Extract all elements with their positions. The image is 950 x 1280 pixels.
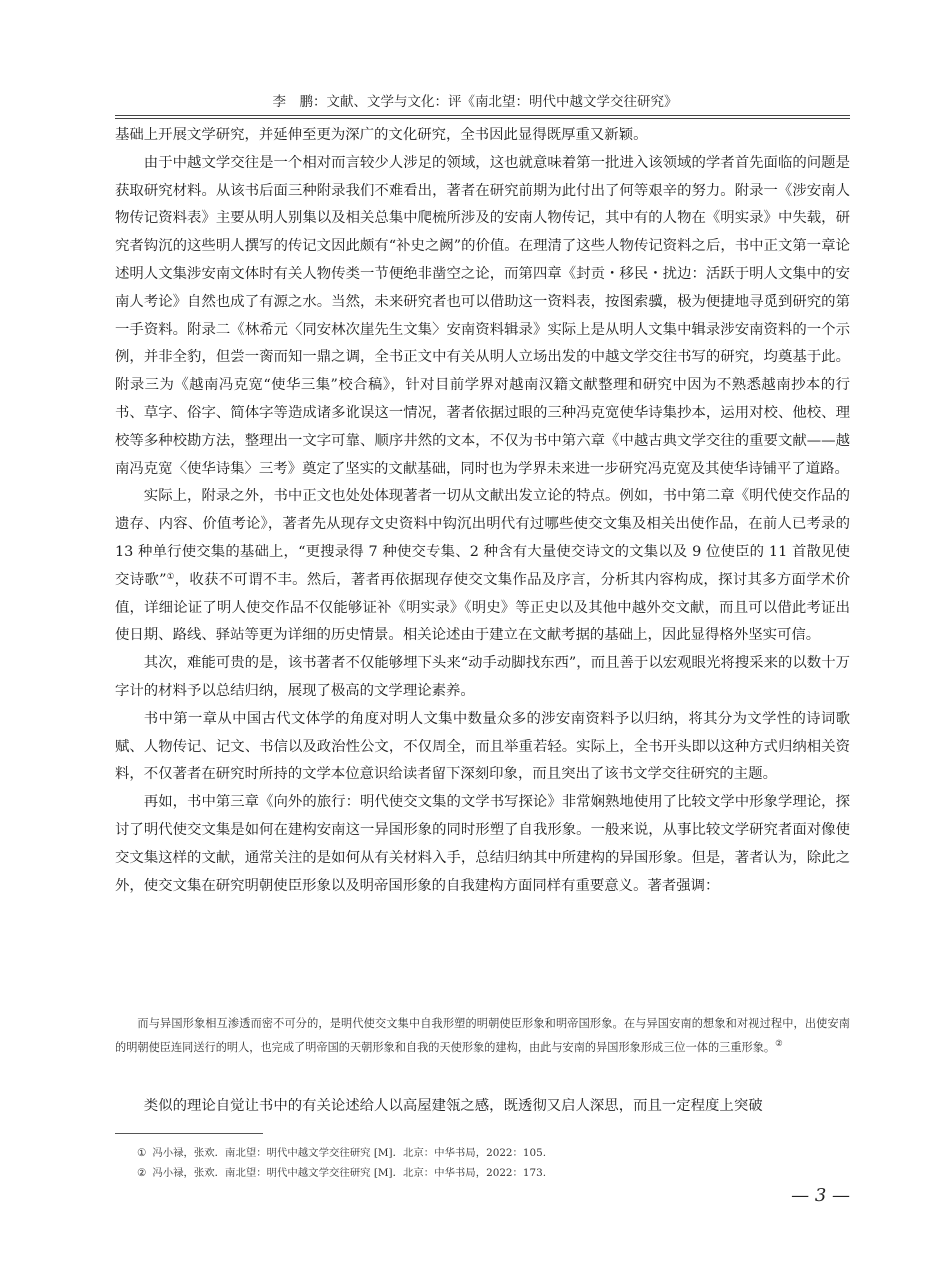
paragraph-6: 再如，书中第三章《向外的旅行：明代使交文集的文学书写探论》非常娴熟地使用了比较文学中形象学理论，探讨了明代使交文集是如何在建构安南这一异国形象的同时形塑了自我形象。一般来说，从事比较文学研究者面对像使交文集这样的文献，通常关注的是如何从有关材料入手，总结归纳其中所建构的异国形象。但是，著者认为，除此之外，使交文集在研究明朝使臣形象以及明帝国形象的自我建构方面同样有重要意义。著者强调： [115, 794, 850, 894]
footnote-mark: ① [137, 1147, 147, 1159]
footnote-1 [137, 1143, 850, 1163]
paragraph-1: 基础上开展文学研究，并延伸至更为深广的文化研究，全书因此显得既厚重又新颖。 [115, 127, 648, 143]
running-header: 李 鹏：文献、文学与文化：评《南北望：明代中越文学交往研究》 [272, 94, 678, 110]
header-rule-top [115, 115, 850, 116]
page-number: — 3 — [791, 1185, 850, 1206]
header-rule-bottom [115, 118, 850, 119]
block-quote-text: 而与异国形象相互渗透而密不可分的，是明代使交文集中自我形塑的明朝使臣形象和明帝国形象。在与异国安南的想象和对视过程中，出使安南的明朝使臣连同送行的明人，也完成了明帝国的天朝形象和自我的天使形象的建构，由此与安南的异国形象形成三位一体的三重形象。 [115, 1017, 850, 1054]
footnote-ref-2: ② [775, 1038, 783, 1049]
paragraph-7: 类似的理论自觉让书中的有关论述给人以高屋建瓴之感，既透彻又启人深思，而且一定程度上突破 [143, 1098, 763, 1114]
footnote-2 [137, 1163, 850, 1183]
footnote-text: 冯小禄，张欢．南北望：明代中越文学交往研究 [M]．北京：中华书局，2022：173. [152, 1167, 547, 1179]
paragraph-4: 其次，难能可贵的是，该书著者不仅能够埋下头来“动手动脚找东西”，而且善于以宏观眼光将搜采来的以数十万字计的材料予以总结归纳，展现了极高的文学理论素养。 [115, 655, 850, 699]
footnote-ref-1: ① [166, 571, 175, 582]
paragraph-5: 书中第一章从中国古代文体学的角度对明人文集中数量众多的涉安南资料予以归纳，将其分为文学性的诗词歌赋、人物传记、记文、书信以及政治性公文，不仅周全，而且举重若轻。实际上，全书开头即以这种方式归纳相关资料，不仅著者在研究时所持的文学本位意识给读者留下深刻印象，而且突出了该书文学交往研究的主题。 [115, 710, 850, 783]
footnote-mark: ② [137, 1167, 147, 1179]
body-text [115, 122, 850, 900]
footnote-rule [115, 1133, 263, 1134]
paragraph-3-part-1: 实际上，附录之外，书中正文也处处体现著者一切从文献出发立论的特点。例如，书中第二章《明代使交作品的遗存、内容、价值考论》，著者先从现存文史资料中钩沉出明代有过哪些使交文集及相关出使作品，在前人已考录的 13 种单行使交集的基础上，“更搜录得 7 种使交专集、2 种含有大量使交诗文的文集以及 9 位使臣的 11 首散见使交诗歌” [115, 488, 850, 588]
block-quote [115, 1012, 850, 1060]
paragraph-3-part-2: ，收获不可谓不丰。然后，著者再依据现存使交文集作品及序言，分析其内容构成，探讨其多方面学术价值，详细论证了明人使交作品不仅能够证补《明实录》《明史》等正史以及其他中越外交文献，而且可以借此考证出使日期、路线、驿站等更为详细的历史情景。相关论述由于建立在文献考据的基础上，因此显得格外坚实可信。 [115, 571, 850, 644]
footnotes [137, 1143, 850, 1183]
footnote-text: 冯小禄，张欢．南北望：明代中越文学交往研究 [M]．北京：中华书局，2022：105. [152, 1147, 547, 1159]
paragraph-3 [115, 483, 850, 650]
paragraph-2: 由于中越文学交往是一个相对而言较少人涉足的领域，这也就意味着第一批进入该领域的学者首先面临的问题是获取研究材料。从该书后面三种附录我们不难看出，著者在研究前期为此付出了何等艰辛的努力。附录一《涉安南人物传记资料表》主要从明人别集以及相关总集中爬梳所涉及的安南人物传记，其中有的人物在《明实录》中失载，研究者钩沉的这些明人撰写的传记文因此颇有“补史之阙”的价值。在理清了这些人物传记资料之后，书中正文第一章论述明人文集涉安南文体时有关人物传类一节便绝非凿空之论，而第四章《封贡・移民・扰边：活跃于明人文集中的安南人考论》自然也成了有源之水。当然，未来研究者也可以借助这一资料表，按图索骥，极为便捷地寻觅到研究的第一手资料。附录二《林希元〈同安林次崖先生文集〉安南资料辑录》实际上是从明人文集中辑录涉安南资料的一个示例，并非全豹，但尝一脔而知一鼎之调，全书正文中有关从明人立场出发的中越文学交往书写的研究，均奠基于此。附录三为《越南冯克宽“使华三集”校合稿》，针对目前学界对越南汉籍文献整理和研究中因为不熟悉越南抄本的行书、草字、俗字、简体字等造成诸多讹误这一情况，著者依据过眼的三种冯克宽使华诗集抄本，运用对校、他校、理校等多种校勘方法，整理出一文字可靠、顺序井然的文本，不仅为书中第六章《中越古典文学交往的重要文献——越南冯克宽〈使华诗集〉三考》奠定了坚实的文献基础，同时也为学界未来进一步研究冯克宽及其使华诗铺平了道路。 [115, 154, 850, 477]
